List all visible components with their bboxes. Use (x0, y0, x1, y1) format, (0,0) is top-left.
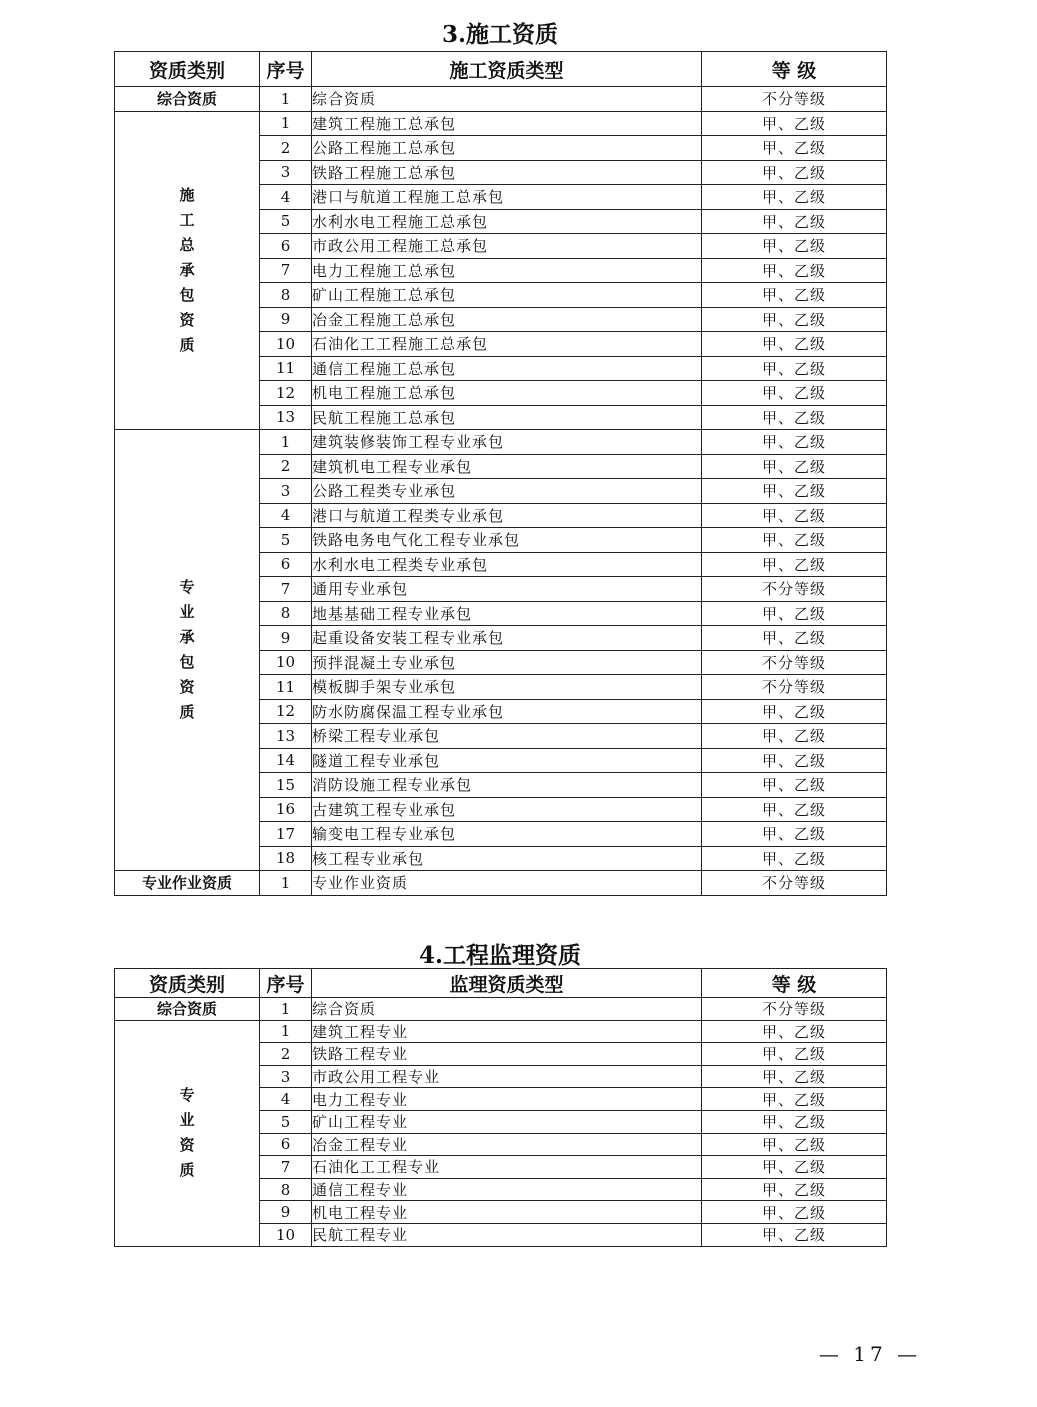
seq-cell: 2 (260, 136, 312, 161)
table-row (115, 871, 887, 896)
seq-cell: 14 (260, 748, 312, 773)
header-grade: 等 级 (702, 52, 887, 87)
seq-cell: 8 (260, 1178, 312, 1201)
grade-cell: 甲、乙级 (702, 1110, 887, 1133)
grade-cell: 甲、乙级 (702, 283, 887, 308)
grade-cell: 甲、乙级 (702, 209, 887, 234)
grade-cell: 不分等级 (702, 871, 887, 896)
type-cell: 水利水电工程类专业承包 (312, 552, 702, 577)
seq-cell: 1 (260, 430, 312, 455)
seq-cell: 9 (260, 1201, 312, 1224)
seq-cell: 7 (260, 577, 312, 602)
seq-cell: 6 (260, 234, 312, 259)
type-cell: 民航工程专业 (312, 1223, 702, 1246)
type-cell: 建筑机电工程专业承包 (312, 454, 702, 479)
grade-cell: 甲、乙级 (702, 234, 887, 259)
seq-cell: 1 (260, 1020, 312, 1043)
seq-cell: 7 (260, 258, 312, 283)
type-cell: 专业作业资质 (312, 871, 702, 896)
category-cell: 专 业 资 质 (115, 1020, 260, 1246)
seq-cell: 1 (260, 111, 312, 136)
grade-cell: 甲、乙级 (702, 1088, 887, 1111)
grade-cell: 甲、乙级 (702, 699, 887, 724)
type-cell: 公路工程类专业承包 (312, 479, 702, 504)
grade-cell: 甲、乙级 (702, 773, 887, 798)
type-cell: 民航工程施工总承包 (312, 405, 702, 430)
category-cell: 专 业 承 包 资 质 (115, 430, 260, 871)
grade-cell: 不分等级 (702, 998, 887, 1021)
header-type: 施工资质类型 (312, 52, 702, 87)
grade-cell: 甲、乙级 (702, 1043, 887, 1066)
grade-cell: 不分等级 (702, 87, 887, 112)
type-cell: 水利水电工程施工总承包 (312, 209, 702, 234)
grade-cell: 甲、乙级 (702, 356, 887, 381)
type-cell: 铁路电务电气化工程专业承包 (312, 528, 702, 553)
seq-cell: 4 (260, 1088, 312, 1111)
type-cell: 桥梁工程专业承包 (312, 724, 702, 749)
table-row (115, 998, 887, 1021)
seq-cell: 2 (260, 1043, 312, 1066)
grade-cell: 甲、乙级 (702, 136, 887, 161)
seq-cell: 3 (260, 1065, 312, 1088)
table-row (115, 430, 887, 455)
grade-cell: 甲、乙级 (702, 307, 887, 332)
seq-cell: 4 (260, 503, 312, 528)
seq-cell: 5 (260, 528, 312, 553)
type-cell: 公路工程施工总承包 (312, 136, 702, 161)
grade-cell: 甲、乙级 (702, 1065, 887, 1088)
type-cell: 综合资质 (312, 998, 702, 1021)
table-row (115, 1020, 887, 1043)
grade-cell: 甲、乙级 (702, 1156, 887, 1179)
seq-cell: 3 (260, 160, 312, 185)
section-4-title: 4.工程监理资质 (418, 942, 581, 969)
type-cell: 石油化工工程专业 (312, 1156, 702, 1179)
table-header-row (115, 52, 887, 87)
type-cell: 建筑装修装饰工程专业承包 (312, 430, 702, 455)
seq-cell: 6 (260, 1133, 312, 1156)
type-cell: 冶金工程施工总承包 (312, 307, 702, 332)
seq-cell: 8 (260, 601, 312, 626)
type-cell: 地基基础工程专业承包 (312, 601, 702, 626)
grade-cell: 甲、乙级 (702, 503, 887, 528)
type-cell: 铁路工程施工总承包 (312, 160, 702, 185)
grade-cell: 甲、乙级 (702, 1020, 887, 1043)
seq-cell: 11 (260, 356, 312, 381)
seq-cell: 1 (260, 871, 312, 896)
category-cell: 综合资质 (115, 998, 260, 1021)
grade-cell: 甲、乙级 (702, 626, 887, 651)
type-cell: 通用专业承包 (312, 577, 702, 602)
type-cell: 消防设施工程专业承包 (312, 773, 702, 798)
seq-cell: 10 (260, 650, 312, 675)
category-cell: 专业作业资质 (115, 871, 260, 896)
header-seq: 序号 (260, 52, 312, 87)
type-cell: 机电工程专业 (312, 1201, 702, 1224)
header-grade: 等 级 (702, 969, 887, 998)
grade-cell: 甲、乙级 (702, 258, 887, 283)
type-cell: 防水防腐保温工程专业承包 (312, 699, 702, 724)
seq-cell: 18 (260, 846, 312, 871)
seq-cell: 13 (260, 724, 312, 749)
seq-cell: 3 (260, 479, 312, 504)
type-cell: 市政公用工程施工总承包 (312, 234, 702, 259)
supervision-qualification-table (114, 968, 887, 1247)
type-cell: 通信工程施工总承包 (312, 356, 702, 381)
seq-cell: 9 (260, 307, 312, 332)
type-cell: 通信工程专业 (312, 1178, 702, 1201)
seq-cell: 8 (260, 283, 312, 308)
grade-cell: 甲、乙级 (702, 846, 887, 871)
type-cell: 电力工程专业 (312, 1088, 702, 1111)
type-cell: 综合资质 (312, 87, 702, 112)
category-cell: 综合资质 (115, 87, 260, 112)
type-cell: 矿山工程专业 (312, 1110, 702, 1133)
seq-cell: 4 (260, 185, 312, 210)
grade-cell: 甲、乙级 (702, 479, 887, 504)
seq-cell: 12 (260, 381, 312, 406)
type-cell: 建筑工程专业 (312, 1020, 702, 1043)
type-cell: 港口与航道工程施工总承包 (312, 185, 702, 210)
type-cell: 模板脚手架专业承包 (312, 675, 702, 700)
header-category: 资质类别 (115, 969, 260, 998)
grade-cell: 甲、乙级 (702, 381, 887, 406)
type-cell: 隧道工程专业承包 (312, 748, 702, 773)
type-cell: 冶金工程专业 (312, 1133, 702, 1156)
seq-cell: 15 (260, 773, 312, 798)
grade-cell: 甲、乙级 (702, 601, 887, 626)
grade-cell: 甲、乙级 (702, 1223, 887, 1246)
construction-qualification-table (114, 51, 887, 896)
seq-cell: 10 (260, 1223, 312, 1246)
grade-cell: 甲、乙级 (702, 454, 887, 479)
grade-cell: 甲、乙级 (702, 1133, 887, 1156)
type-cell: 起重设备安装工程专业承包 (312, 626, 702, 651)
grade-cell: 甲、乙级 (702, 724, 887, 749)
type-cell: 市政公用工程专业 (312, 1065, 702, 1088)
seq-cell: 11 (260, 675, 312, 700)
header-type: 监理资质类型 (312, 969, 702, 998)
seq-cell: 10 (260, 332, 312, 357)
grade-cell: 不分等级 (702, 650, 887, 675)
header-seq: 序号 (260, 969, 312, 998)
table-row (115, 87, 887, 112)
seq-cell: 1 (260, 87, 312, 112)
type-cell: 建筑工程施工总承包 (312, 111, 702, 136)
type-cell: 机电工程施工总承包 (312, 381, 702, 406)
grade-cell: 甲、乙级 (702, 405, 887, 430)
table-row (115, 111, 887, 136)
grade-cell: 甲、乙级 (702, 430, 887, 455)
seq-cell: 12 (260, 699, 312, 724)
type-cell: 石油化工工程施工总承包 (312, 332, 702, 357)
seq-cell: 2 (260, 454, 312, 479)
page-number: — 17 — (818, 1342, 922, 1366)
seq-cell: 13 (260, 405, 312, 430)
grade-cell: 甲、乙级 (702, 332, 887, 357)
seq-cell: 7 (260, 1156, 312, 1179)
grade-cell: 甲、乙级 (702, 822, 887, 847)
grade-cell: 甲、乙级 (702, 1201, 887, 1224)
category-cell: 施 工 总 承 包 资 质 (115, 111, 260, 430)
seq-cell: 6 (260, 552, 312, 577)
section-3-title: 3.施工资质 (441, 21, 558, 48)
grade-cell: 甲、乙级 (702, 797, 887, 822)
seq-cell: 5 (260, 209, 312, 234)
grade-cell: 甲、乙级 (702, 160, 887, 185)
type-cell: 核工程专业承包 (312, 846, 702, 871)
table-header-row (115, 969, 887, 998)
type-cell: 预拌混凝土专业承包 (312, 650, 702, 675)
seq-cell: 16 (260, 797, 312, 822)
grade-cell: 甲、乙级 (702, 748, 887, 773)
type-cell: 输变电工程专业承包 (312, 822, 702, 847)
grade-cell: 不分等级 (702, 577, 887, 602)
type-cell: 电力工程施工总承包 (312, 258, 702, 283)
seq-cell: 5 (260, 1110, 312, 1133)
type-cell: 铁路工程专业 (312, 1043, 702, 1066)
seq-cell: 17 (260, 822, 312, 847)
grade-cell: 甲、乙级 (702, 528, 887, 553)
header-category: 资质类别 (115, 52, 260, 87)
type-cell: 港口与航道工程类专业承包 (312, 503, 702, 528)
type-cell: 矿山工程施工总承包 (312, 283, 702, 308)
grade-cell: 甲、乙级 (702, 1178, 887, 1201)
grade-cell: 甲、乙级 (702, 185, 887, 210)
type-cell: 古建筑工程专业承包 (312, 797, 702, 822)
grade-cell: 不分等级 (702, 675, 887, 700)
seq-cell: 1 (260, 998, 312, 1021)
grade-cell: 甲、乙级 (702, 552, 887, 577)
seq-cell: 9 (260, 626, 312, 651)
grade-cell: 甲、乙级 (702, 111, 887, 136)
